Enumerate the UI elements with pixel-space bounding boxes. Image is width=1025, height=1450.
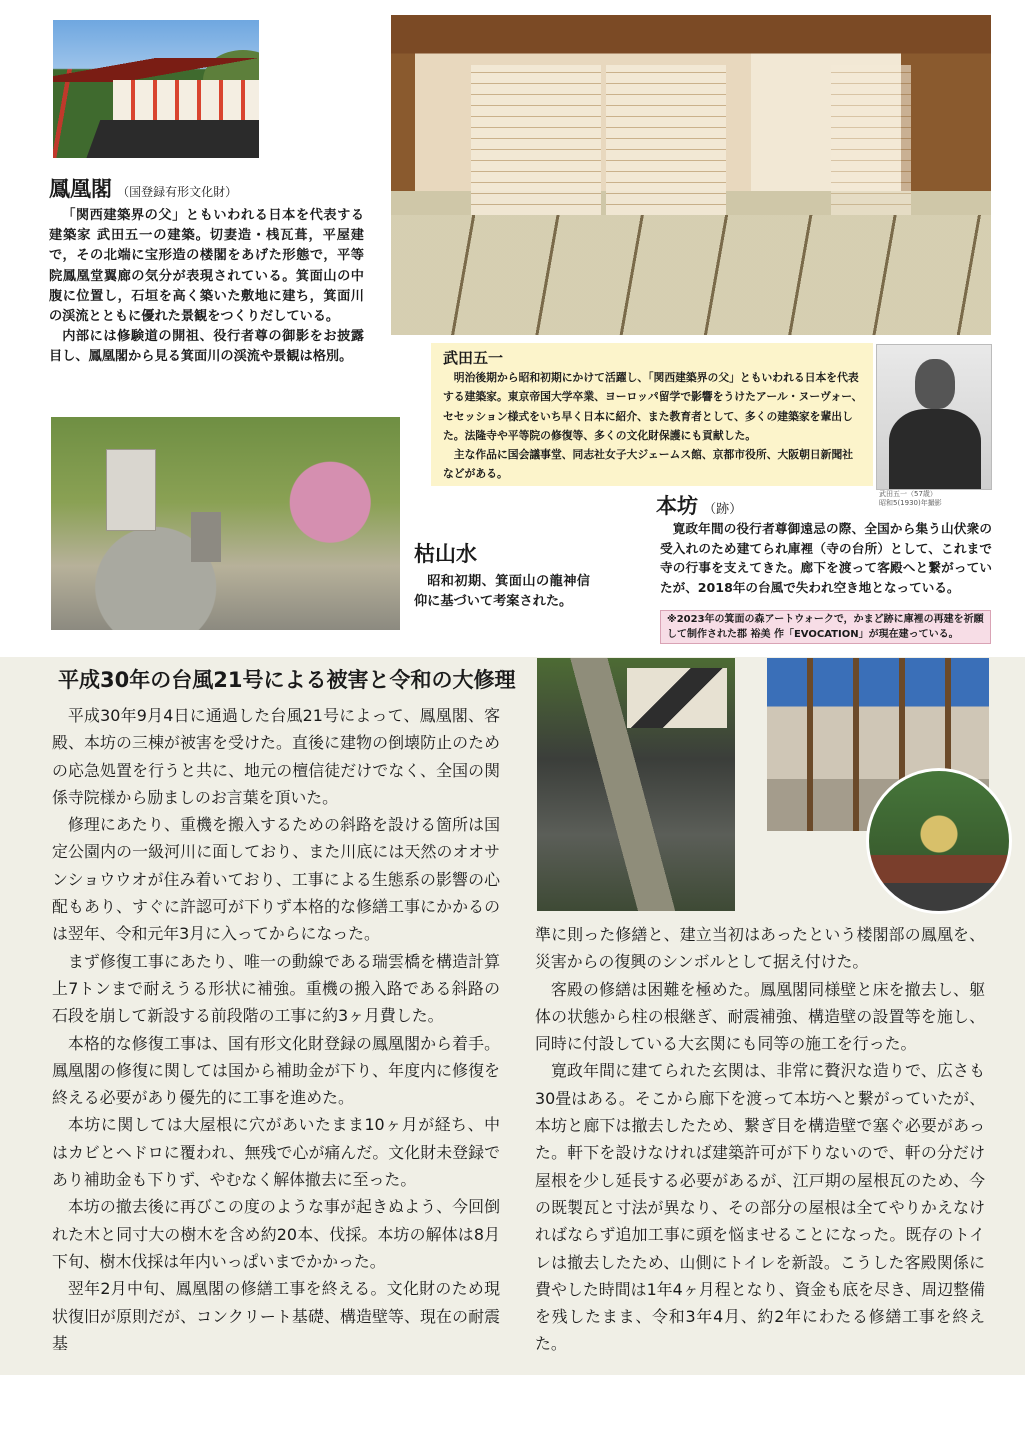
karesansui-garden-photo xyxy=(51,417,400,630)
karesansui-text: 昭和初期、箕面山の龍神信仰に基づいて考案された。 xyxy=(414,574,590,610)
houou-subtitle: （国登録有形文化財） xyxy=(117,185,238,199)
restoration-left-column xyxy=(52,702,500,1357)
restoration-paragraph: 本格的な修復工事は、国有形文化財登録の鳳凰閣から着手。鳳凰閣の修復に関しては国から補助金が下り、年度内に修復を終える必要があり優先的に工事を進めた。 xyxy=(52,1033,500,1108)
restoration-title: 平成30年の台風21号による被害と令和の大修理 xyxy=(58,668,516,692)
houou-pavilion-photo xyxy=(53,20,259,158)
honbo-title: 本坊 xyxy=(656,494,698,518)
restoration-paragraph: 準に則った修繕と、建立当初はあったという楼閣部の鳳凰を、災害からの復興のシンボルとして据え付けた。 xyxy=(535,925,985,972)
honbo-text: 寛政年間の役行者尊御遠忌の際、全国から集う山伏衆の受入れのため建てられ庫裡（寺の台所）として、これまで寺の行事を支えてきた。廊下を渡って客殿へと繋がっていたが、2018年の台風で失われ空き地となっている。 xyxy=(660,521,992,595)
restoration-paragraph: 客殿の修繕は困難を極めた。鳳凰閣同様壁と床を撤去し、躯体の状態から柱の根継ぎ、耐震補強、構造壁の設置等を施し、同時に付設している大玄関にも同等の施工を行った。 xyxy=(535,979,985,1054)
tatami-hall-photo xyxy=(391,15,991,335)
restoration-paragraph: 本坊の撤去後に再びこの度のような事が起きぬよう、今回倒れた木と同寸大の樹木を含め約20本、伐採。本坊の解体は8月下旬、樹木伐採は年内いっぱいまでかかった。 xyxy=(52,1197,500,1271)
houou-paragraph: 「関西建築界の父」ともいわれる日本を代表する建築家 武田五一の建築。切妻造・桟瓦葺，平屋建で，その北端に宝形造の楼閣をあげた形態で，平等院鳳凰堂翼廊の気分が表現されている。箕面山の中腹に位置し，石垣を高く築いた敷地に建ち，箕面川の渓流とともに優れた景観をつくりだしている。 xyxy=(49,208,364,325)
houou-heading xyxy=(49,176,369,202)
fallen-tree-photo xyxy=(537,658,735,911)
takeda-title: 武田五一 xyxy=(443,349,504,367)
takeda-profile-box xyxy=(431,343,873,486)
honbo-subtitle: （跡） xyxy=(703,502,743,517)
karesansui-title: 枯山水 xyxy=(414,542,477,566)
honbo-heading xyxy=(656,493,742,519)
restoration-paragraph: 平成30年9月4日に通過した台風21号によって、鳳凰閣、客殿、本坊の三棟が被害を受けた。直後に建物の倒壊防止のための応急処置を行うと共に、地元の檀信徒だけでなく、全国の関係寺院様から励ましのお言葉を頂いた。 xyxy=(52,706,500,807)
restoration-paragraph: 寛政年間に建てられた玄関は、非常に贅沢な造りで、広さも30畳はある。そこから廊下を渡って本坊へと繋がっていたが、本坊と廊下は撤去したため、繋ぎ目を構造壁で塞ぐ必要があった。軒下を設けなければ建築許可が下りないので、軒の分だけ屋根を少し延長する必要があるが、江戸期の屋根瓦のため、今の既製瓦と寸法が異なり、その部分の屋根は全てやりかえなければならず追加工事に頭を悩ませることになった。既存のトイレは撤去したため、山側にトイレを新設。こうした客殿関係に費やした時間は1年4ヶ月程となり、資金も底を尽き、周辺整備を残したまま、令和3年4月、約2年にわたる修繕工事を終えた。 xyxy=(535,1061,985,1354)
houou-body xyxy=(49,206,364,368)
takeda-paragraph: 明治後期から昭和初期にかけて活躍し、「関西建築界の父」ともいわれる日本を代表する建築家。東京帝国大学卒業、ヨーロッパ留学で影響をうけたアール・ヌーヴォー、セセッション様式をいち早く日本に紹介、また教育者として、多くの建築家を輩出した。法隆寺や平等院の修復等、多くの文化財保護にも貢献した。 xyxy=(443,371,863,442)
restoration-paragraph: 修理にあたり、重機を搬入するための斜路を設ける箇所は国定公園内の一級河川に面しており、また川底には天然のオオサンショウウオが住み着いており、工事による生態系の影響の心配もあり、すぐに許認可が下りず本格的な修繕工事にかかるのは翌年、令和元年3月に入ってからになった。 xyxy=(52,815,500,944)
honbo-note: ※2023年の箕面の森アートウォークで，かまど跡に庫裡の再建を祈願して制作された郡 裕美 作「EVOCATION」が現在建っている。 xyxy=(660,610,991,644)
takeda-paragraph: 主な作品に国会議事堂、同志社女子大ジェームス館、京都市役所、大阪朝日新聞社などがある。 xyxy=(443,448,854,481)
takeda-body xyxy=(443,368,863,484)
restoration-paragraph: 翌年2月中旬、鳳凰閣の修繕工事を終える。文化財のため現状復旧が原則だが、コンクリート基礎、構造壁等、現在の耐震基 xyxy=(52,1279,500,1353)
restoration-right-column xyxy=(535,921,985,1358)
restoration-paragraph: まず修復工事にあたり、唯一の動線である瑞雲橋を構造計算上7トンまで耐えうる形状に補強。重機の搬入路である斜路の石段を崩して新設する前段階の工事に約3ヶ月費した。 xyxy=(52,951,500,1026)
restoration-paragraph: 本坊に関しては大屋根に穴があいたまま10ヶ月が経ち、中はカビとヘドロに覆われ、無残で心が痛んだ。文化財未登録であり補助金も下りず、やむなく解体撤去に至った。 xyxy=(52,1115,500,1190)
takeda-portrait-photo xyxy=(876,344,992,490)
houou-paragraph: 内部には修験道の開祖、役行者尊の御影をお披露目し、鳳凰閣から見る箕面川の渓流や景観は格別。 xyxy=(49,329,364,365)
golden-phoenix-photo xyxy=(866,768,1012,914)
portrait-caption: 武田五一（57歳） 昭和5(1930)年撮影 xyxy=(879,490,942,507)
houou-title: 鳳凰閣 xyxy=(49,177,112,201)
